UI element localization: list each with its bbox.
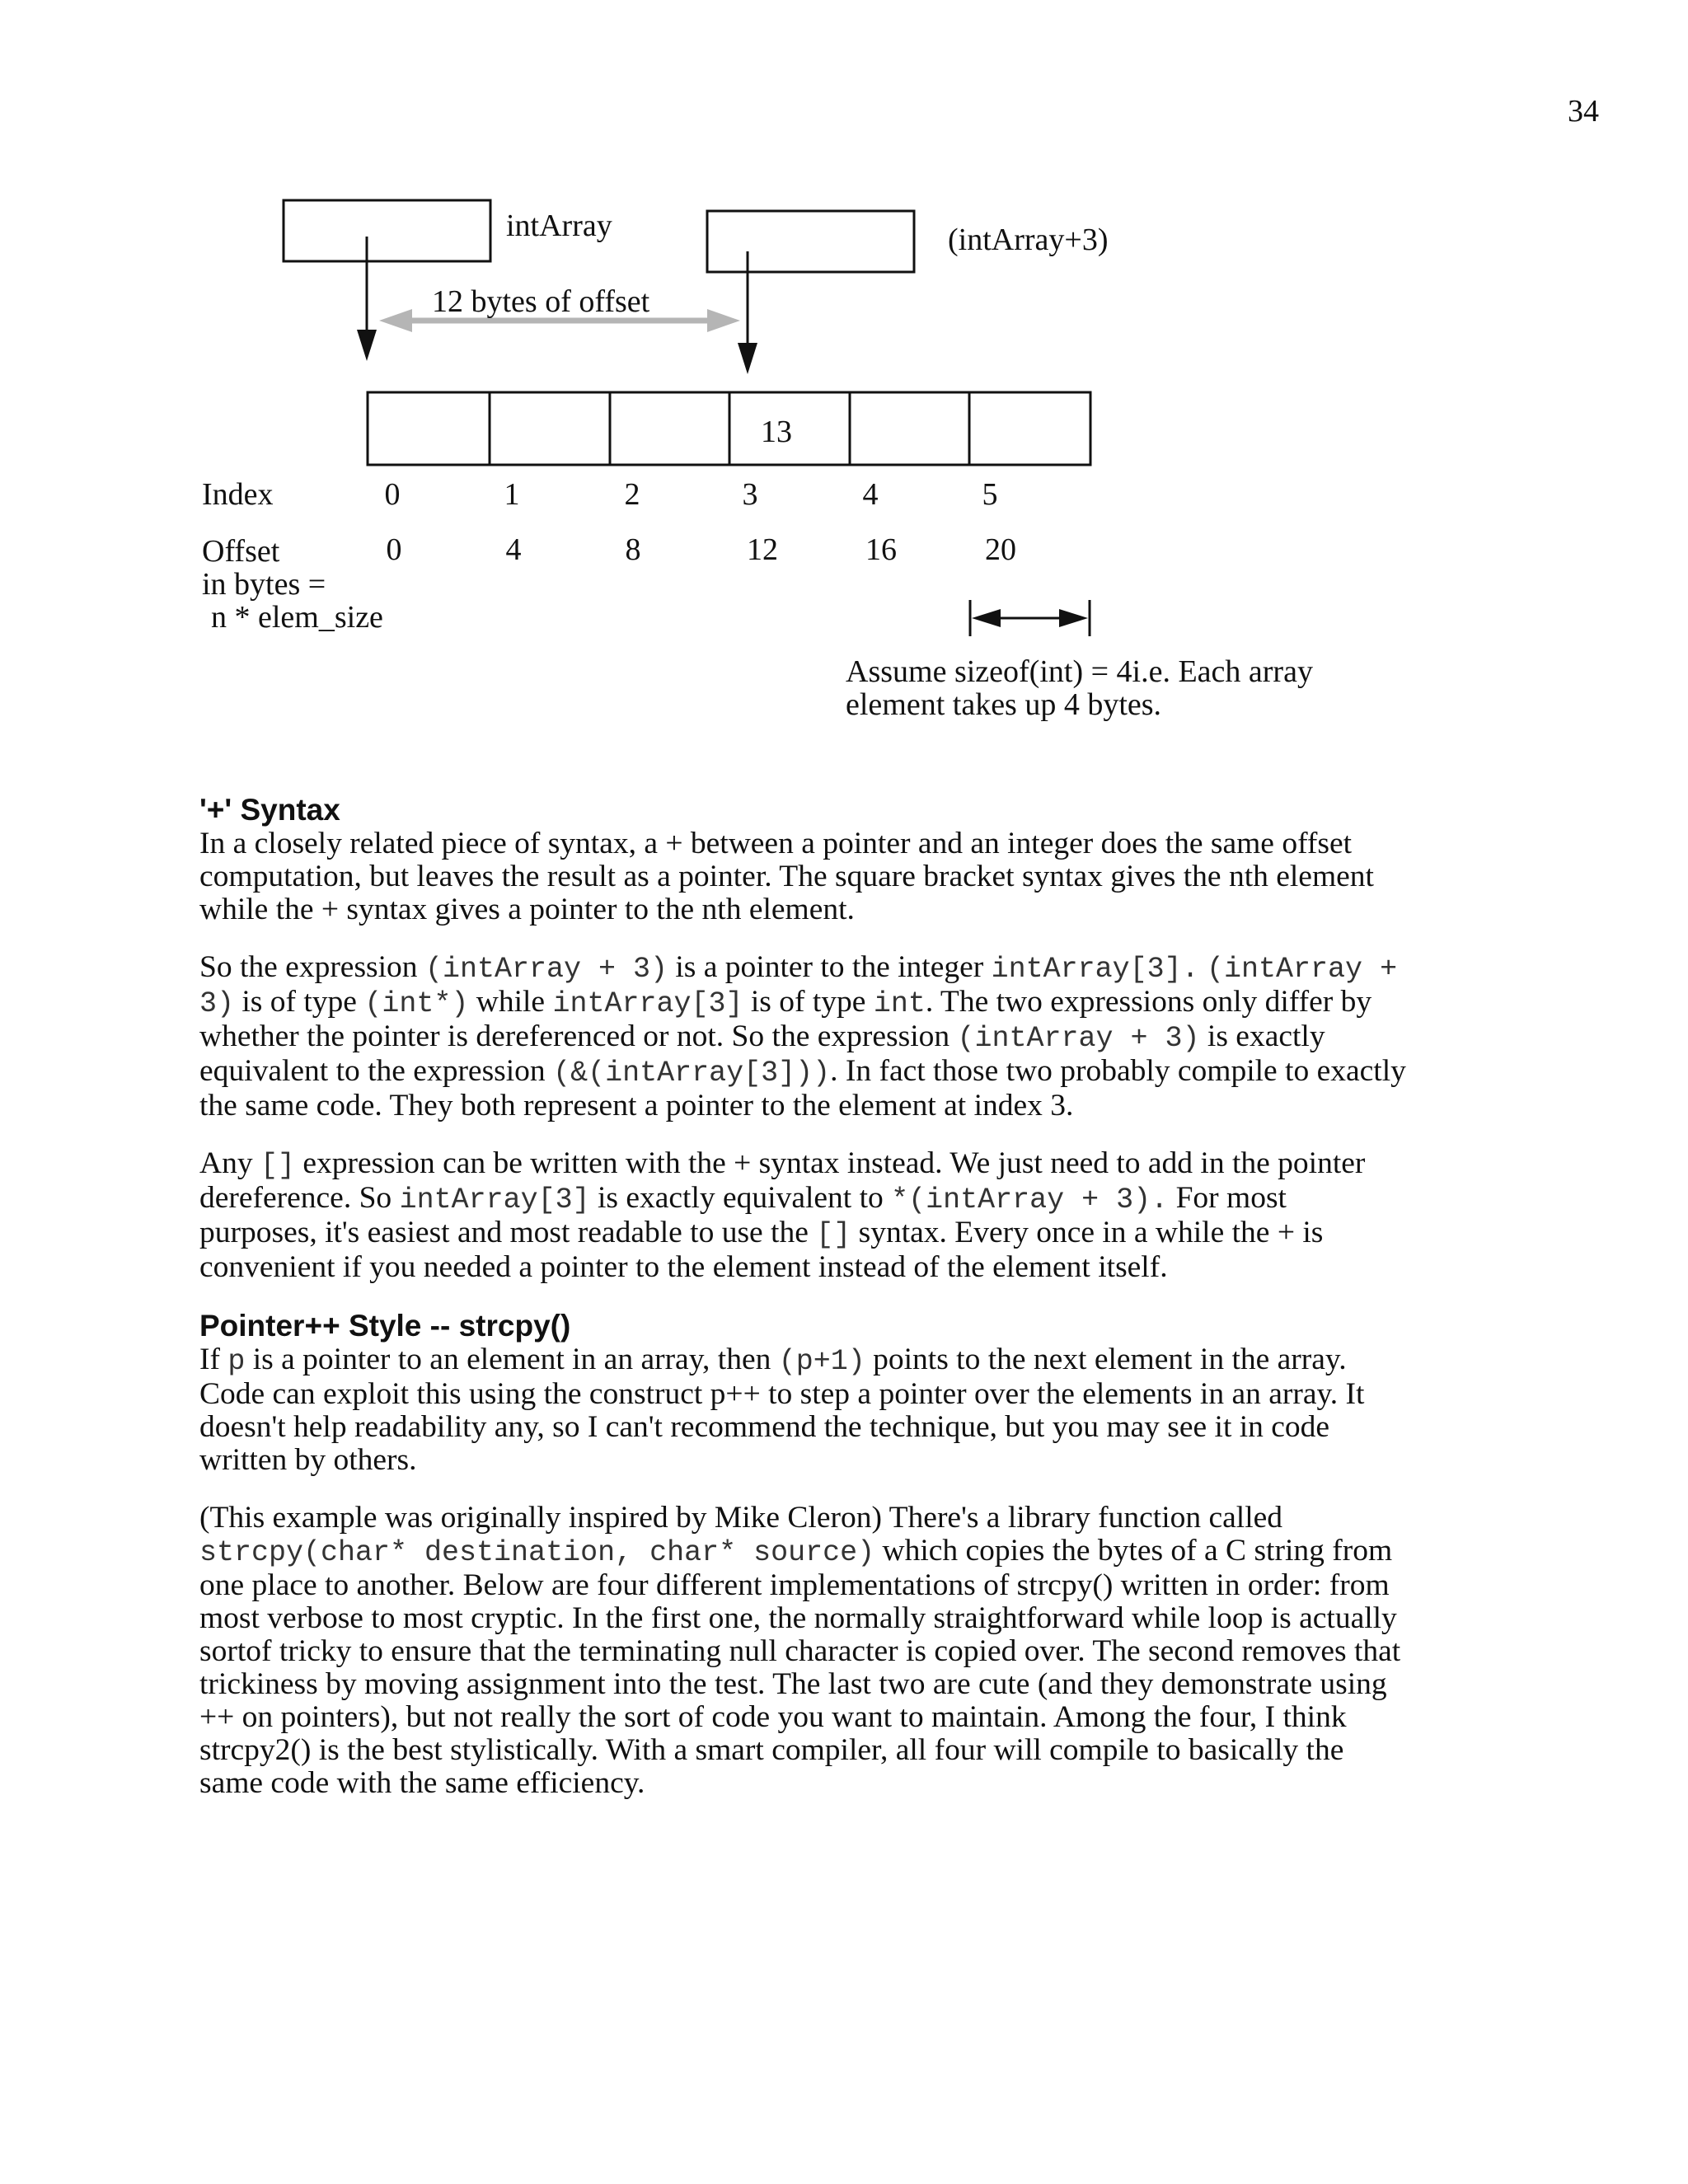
offset-value: 16	[865, 532, 897, 567]
index-row-label: Index	[202, 477, 274, 512]
code-inline: (p+1)	[778, 1345, 865, 1378]
element-size-arrowhead-right	[1059, 609, 1088, 627]
code-inline: []	[816, 1218, 851, 1251]
code-inline: (intArray + 3)	[199, 953, 1398, 1020]
index-value: 1	[504, 477, 520, 512]
offset-value: 20	[985, 532, 1016, 567]
offset-value: 12	[747, 532, 778, 567]
sizeof-note-line-2: element takes up 4 bytes.	[846, 687, 1162, 722]
index-value: 3	[742, 477, 758, 512]
pointer-arrowhead-2	[738, 343, 757, 374]
code-inline: intArray[3].	[991, 953, 1199, 986]
paragraph: So the expression (intArray + 3) is a pointer to the integer intArray[3]. (intArray + 3) is of type (int*) while intArray[3] is of type int. The two expressions only differ by whether the pointer is dereferenced or not. So the expression (intArray + 3) is exactly equivalent to the expression (&(intArray[3])). In fact those two probably compile to exactly the same code. They both represent a pointer to the element at index 3.	[199, 950, 1406, 1122]
index-value: 2	[624, 477, 640, 512]
paragraph: (This example was originally inspired by Mike Cleron) There's a library function called strcpy(char* destination, char* source) which copies the bytes of a C string from one place to another. Below are four different implementations of strcpy() written in order: from most verbose to most cryptic. In the first one, the normally straightforward while loop is actually sortof tricky to ensure that the terminating null character is copied over. The second removes that trickiness by moving assignment into the test. The last two are cute (and they demonstrate using ++ on pointers), but not really the sort of code you want to maintain. Among the four, I think strcpy2() is the best stylistically. With a smart compiler, all four will compile to basically the same code with the same efficiency.	[199, 1501, 1401, 1800]
array-cell-value: 13	[761, 415, 792, 449]
code-inline: int	[873, 987, 926, 1020]
offset-value: 4	[505, 532, 522, 567]
offset-value: 0	[386, 532, 402, 567]
section-heading-pointer-plus-plus: Pointer++ Style -- strcpy()	[199, 1309, 571, 1343]
code-inline: strcpy(char* destination, char* source)	[199, 1536, 875, 1569]
element-size-arrowhead-left	[972, 609, 1001, 627]
paragraph: Any [] expression can be written with the + syntax instead. We just need to add in the pointer dereference. So intArray[3] is exactly equivalent to *(intArray + 3). For most purposes, it's easiest and most readable to use the [] syntax. Every once in a while the + is convenient if you needed a pointer to the element instead of the element itself.	[199, 1146, 1366, 1284]
code-inline: (intArray + 3)	[957, 1022, 1200, 1055]
index-value: 5	[982, 477, 998, 512]
pointer-offset-diagram	[0, 0, 1688, 758]
sizeof-note-line-1: Assume sizeof(int) = 4i.e. Each array	[846, 654, 1313, 689]
offset-arrowhead-right	[707, 309, 740, 332]
code-inline: (&(intArray[3]))	[553, 1057, 831, 1090]
paragraph: If p is a pointer to an element in an array, then (p+1) points to the next element in the array. Code can exploit this using the construct p++ to step a pointer over the elements in an array. It doesn't help readability any, so I can't recommend the technique, but you may see it in code written by others.	[199, 1343, 1365, 1477]
code-inline: (intArray + 3)	[424, 953, 668, 986]
offset-label: 12 bytes of offset	[432, 284, 650, 319]
code-inline: intArray[3]	[552, 987, 743, 1020]
code-inline: p	[227, 1345, 246, 1378]
code-inline: (int*)	[364, 987, 469, 1020]
page-number: 34	[1568, 94, 1599, 129]
pointer-box-intarray	[284, 200, 490, 261]
pointer-label-intarray: intArray	[506, 209, 612, 243]
offset-row-label: n * elem_size	[211, 600, 383, 635]
index-value: 0	[384, 477, 401, 512]
body-content	[199, 793, 1411, 1825]
code-inline: *(intArray + 3).	[891, 1183, 1169, 1216]
pointer-arrowhead-1	[357, 330, 377, 361]
offset-row-label: Offset	[202, 534, 280, 569]
index-value: 4	[862, 477, 879, 512]
pointer-label-intarray-plus-3: (intArray+3)	[948, 223, 1109, 257]
paragraph: In a closely related piece of syntax, a + between a pointer and an integer does the same offset computation, but leaves the result as a pointer. The square bracket syntax gives the nth element while the + syntax gives a pointer to the nth element.	[199, 827, 1374, 926]
code-inline: intArray[3]	[399, 1183, 590, 1216]
offset-arrowhead-left	[379, 309, 412, 332]
code-inline: []	[260, 1149, 295, 1182]
pointer-box-intarray-plus-3	[707, 211, 914, 272]
section-heading-plus-syntax: '+' Syntax	[199, 793, 340, 827]
offset-row-label: in bytes =	[202, 567, 326, 602]
offset-value: 8	[625, 532, 641, 567]
